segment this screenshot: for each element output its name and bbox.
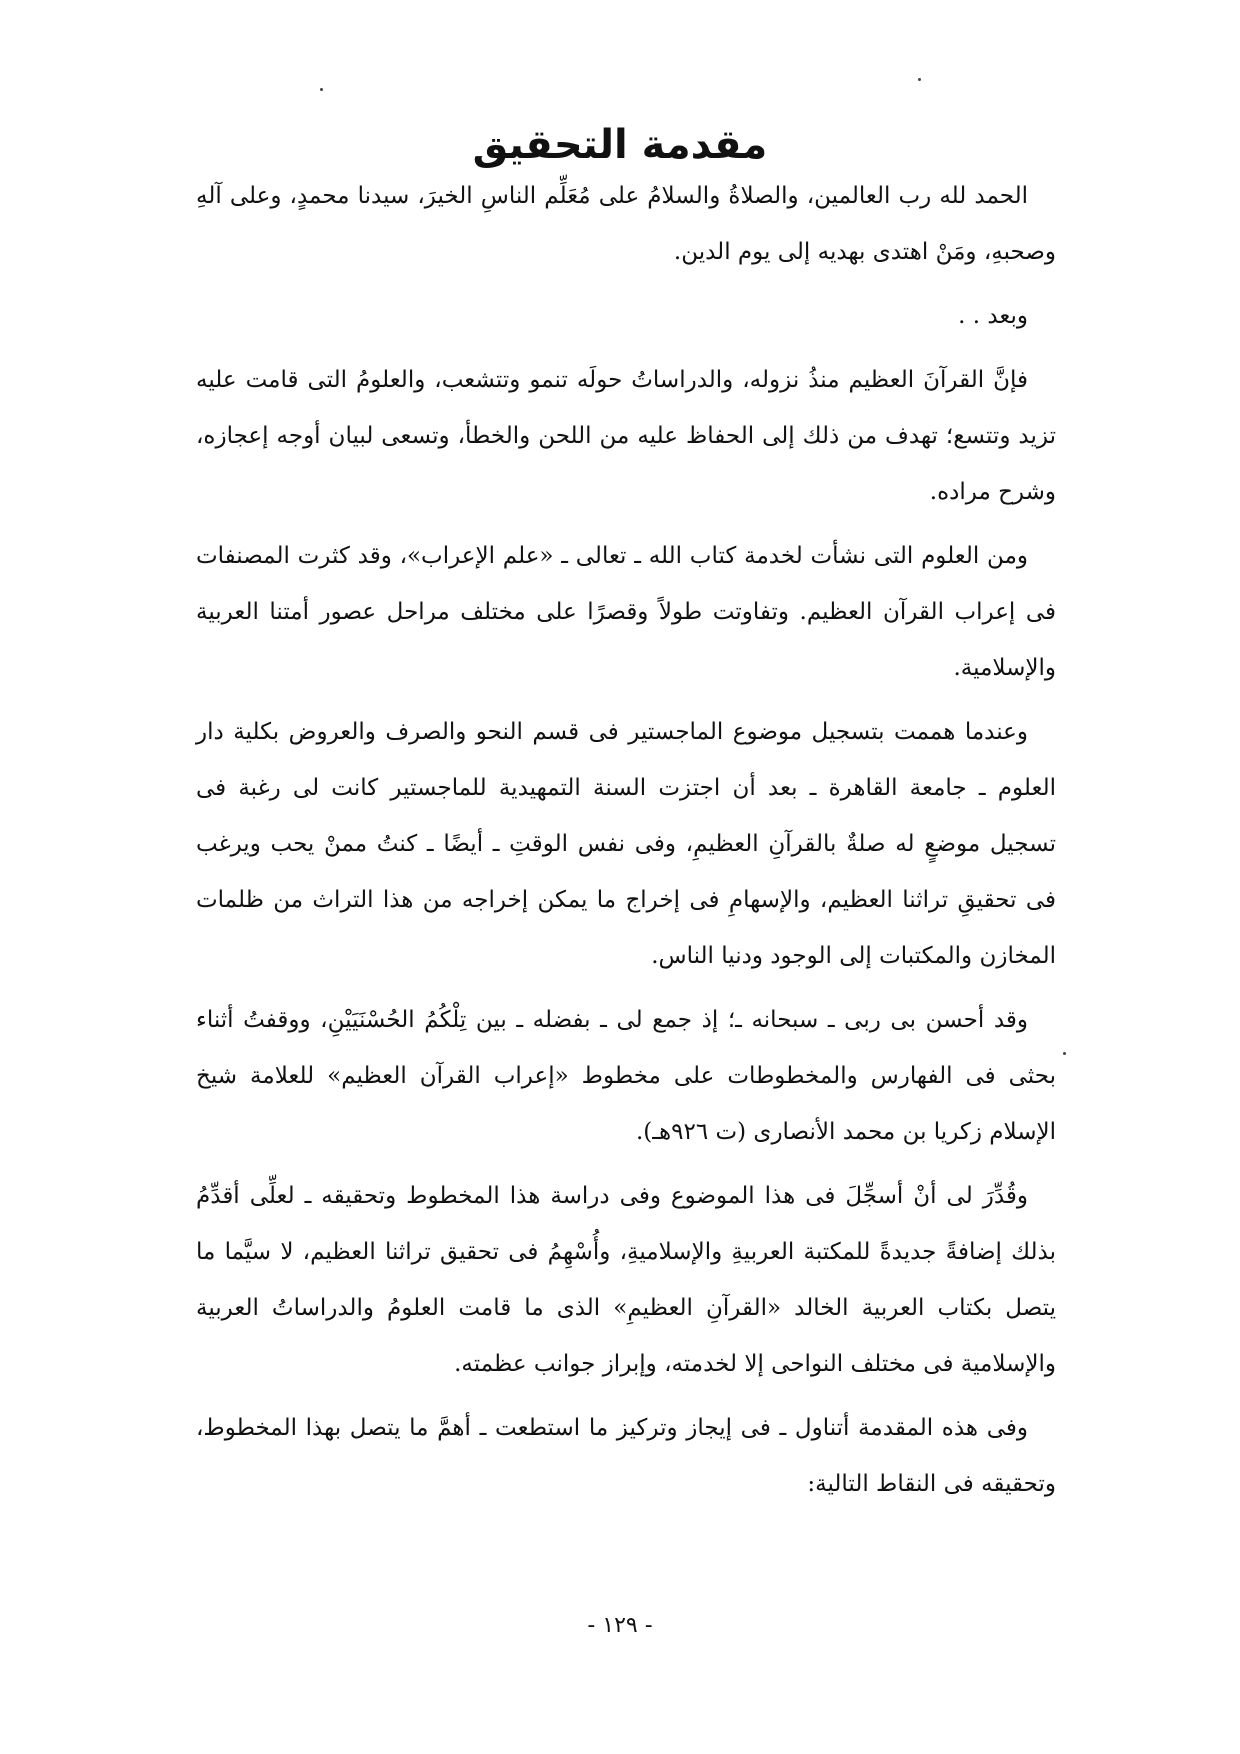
paragraph-masters-registration: وعندما هممت بتسجيل موضوع الماجستير فى قسم النحو والصرف والعروض بكلية دار العلوم ـ جامعة القاهرة ـ بعد أن اجتزت السنة التمهيدية للماجستير كانت لى رغبة فى تسجيل موضعٍ له صلةٌ بالقرآنِ العظيمِ، وفى نفس الوقتِ ـ أيضًا ـ كنتُ ممنْ يحب ويرغب فى تحقيقِ تراثنا العظيم، والإسهامِ فى إخراج ما يمكن إخراجه من هذا التراث من ظلمات المخازن والمكتبات إلى الوجود ودنيا الناس.	[196, 719, 1056, 969]
page-title: مقدمة التحقيق	[472, 121, 768, 168]
paragraph-irab-science: ومن العلوم التى نشأت لخدمة كتاب الله ـ تعالى ـ «علم الإعراب»، وقد كثرت المصنفات فى إعراب القرآن العظيم. وتفاوتت طولاً وقصرًا على مختلف مراحل عصور أمتنا العربية والإسلامية.	[196, 543, 1056, 681]
scan-speck	[320, 88, 323, 91]
paragraph-quran-studies: فإنَّ القرآنَ العظيم منذُ نزوله، والدراساتُ حولَه تنمو وتتشعب، والعلومُ التى قامت عليه تزيد وتتسع؛ تهدف من ذلك إلى الحفاظ عليه من اللحن والخطأ، وتسعى لبيان أوجه إعجازه، وشرح مراده.	[196, 367, 1056, 505]
page-number: - ١٢٩ -	[587, 1613, 653, 1638]
body-text	[196, 168, 1056, 1528]
paragraph-contribution: وقُدِّرَ لى أنْ أسجِّلَ فى هذا الموضوع وفى دراسة هذا المخطوط وتحقيقه ـ لعلِّى أقدِّمُ بذلك إضافةً جديدةً للمكتبة العربيةِ والإسلاميةِ، وأُسْهِمُ فى تحقيق تراثنا العظيم، لا سيَّما ما يتصل بكتاب العربية الخالد «القرآنِ العظيمِ» الذى ما قامت العلومُ والدراساتُ العربية والإسلامية فى مختلف النواحى إلا لخدمته، وإبراز جوانب عظمته.	[196, 1183, 1056, 1377]
paragraph-opening-praise: الحمد لله رب العالمين، والصلاةُ والسلامُ على مُعَلِّم الناسِ الخيرَ، سيدنا محمدٍ، وعلى آلهِ وصحبهِ، ومَنْ اهتدى بهديه إلى يوم الدين.	[196, 183, 1056, 265]
paragraph-manuscript-discovery: وقد أحسن بى ربى ـ سبحانه ـ؛ إذ جمع لى ـ بفضله ـ بين تِلْكُمُ الحُسْنَيَيْنِ، ووقفتُ أثناء بحثى فى الفهارس والمخطوطات على مخطوط «إعراب القرآن العظيم» للعلامة شيخ الإسلام زكريا بن محمد الأنصارى (ت ٩٢٦هـ).	[196, 1007, 1056, 1145]
scan-speck	[918, 78, 921, 81]
paragraph-wa-bad: وبعد . .	[958, 303, 1028, 329]
scan-speck	[1063, 1052, 1066, 1055]
paragraph-introduction-outline: وفى هذه المقدمة أتناول ـ فى إيجاز وتركيز ما استطعت ـ أهمَّ ما يتصل بهذا المخطوط، وتحقيقه فى النقاط التالية:	[196, 1415, 1056, 1497]
